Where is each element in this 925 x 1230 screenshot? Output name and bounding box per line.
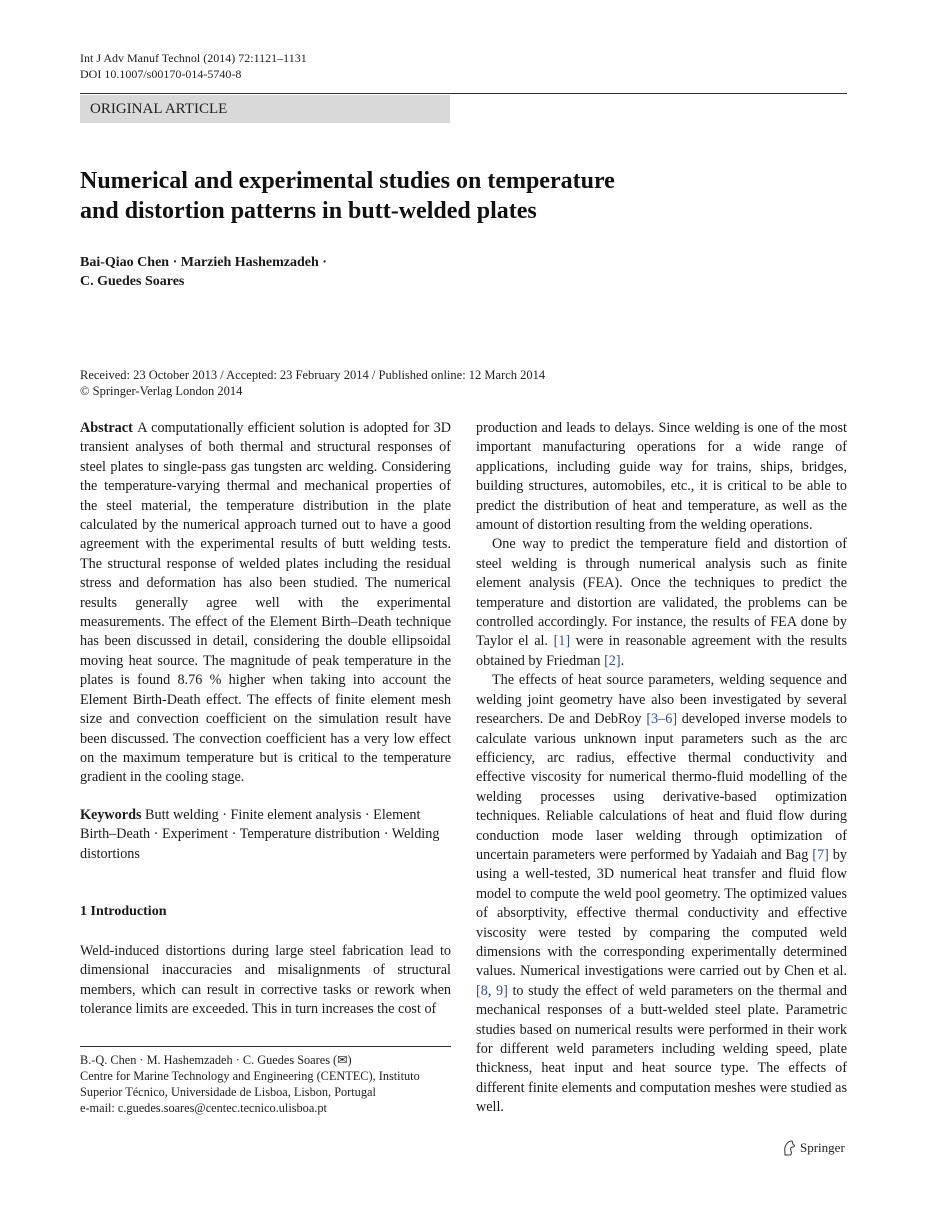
citation-link-7[interactable]: [7] bbox=[812, 846, 829, 863]
affiliation-email: e-mail: c.guedes.soares@centec.tecnico.ulisboa.pt bbox=[80, 1101, 327, 1115]
intro-paragraph-3 bbox=[476, 671, 847, 1117]
affiliation-names: B.-Q. Chen · M. Hashemzadeh · C. Guedes Soares (✉) bbox=[80, 1053, 352, 1067]
p3-text-c: by using a well-tested, 3D numerical heat transfer and fluid flow model to compute the weld pool geometry. The optimized values of absorptivity, effective thermal conductivity and effective viscosity were tested by comparing the computed weld dimensions with the corresponding experimentally determined values. Numerical investigations were carried out by Chen et al. bbox=[476, 846, 847, 980]
citation-link-3-6[interactable]: [3–6] bbox=[646, 711, 678, 728]
date-history: Received: 23 October 2013 / Accepted: 23 February 2014 / Published online: 12 March 2014 bbox=[80, 368, 546, 382]
article-doi: DOI 10.1007/s00170-014-5740-8 bbox=[80, 67, 242, 81]
abstract-text: A computationally efficient solution is adopted for 3D transient analyses of both thermal and structural responses of steel plates to single-pass gas tungsten arc welding. Considering the temperature-varying thermal and mechanical properties of the steel material, the temperature distribution in the plate calculated by the numerical approach turned out to have a good agreement with the experimental results of butt welding tests. The structural response of welded plates including the residual stress and deformation has also been studied. The numerical results generally agree well with the experimental measurements. The effect of the Element Birth–Death technique has been discussed in detail, considering the double ellipsoidal moving heat source. The magnitude of peak temperature in the plates is found 8.76 % higher when taking into account the Element Birth-Death effect. The effects of finite element mesh size and convection coefficient on the simulation result have been discussed. The convection coefficient has a very low effect on the maximum temperature but is critical to the temperature gradient in the cooling stage. bbox=[80, 420, 451, 786]
abstract-block bbox=[80, 419, 451, 788]
publisher-mark bbox=[782, 1140, 845, 1156]
author-list bbox=[80, 253, 327, 291]
keywords-block bbox=[80, 806, 451, 864]
footnote-rule bbox=[80, 1046, 451, 1047]
publisher-name: Springer bbox=[800, 1140, 845, 1155]
affiliation-line-1: Centre for Marine Technology and Engineering (CENTEC), Instituto bbox=[80, 1069, 420, 1083]
keywords-label: Keywords bbox=[80, 807, 142, 823]
authors-line-2: C. Guedes Soares bbox=[80, 274, 185, 289]
author-affiliation bbox=[80, 1052, 451, 1116]
authors-line-1: Bai-Qiao Chen · Marzieh Hashemzadeh · bbox=[80, 255, 327, 270]
article-type-banner: ORIGINAL ARTICLE bbox=[80, 95, 450, 123]
citation-link-1[interactable]: [1] bbox=[553, 633, 571, 650]
copyright-notice: © Springer-Verlag London 2014 bbox=[80, 383, 243, 398]
abstract-label: Abstract bbox=[80, 420, 133, 436]
citation-link-2[interactable]: [2] bbox=[604, 652, 621, 669]
title-line-2: and distortion patterns in butt-welded plates bbox=[80, 198, 537, 224]
keywords-text: Butt welding · Finite element analysis · Element Birth–Death · Experiment · Temperature distribution · Welding distortions bbox=[80, 807, 440, 862]
springer-horse-icon bbox=[782, 1140, 796, 1156]
p3-separator: , bbox=[487, 982, 497, 999]
p3-text-d: to study the effect of weld parameters on the thermal and mechanical responses of a butt-welded steel plate. Parametric studies based on numerical results were performed in their work for different weld parameters including welding speed, plate thickness, heat input and heat source type. The effects of different finite elements and computation meshes were studied as well. bbox=[476, 982, 847, 1116]
p2-text-b: were in reasonable agreement with the results obtained by Friedman bbox=[476, 633, 848, 669]
p2-text-c: . bbox=[620, 652, 625, 669]
intro-p1-right: production and leads to delays. Since welding is one of the most important manufacturing operations for a wide range of applications, including guide way for trains, ships, bridges, building structures, automobiles, etc., it is critical to be able to predict the distribution of heat and temperature, as well as the amount of distortion resulting from the welding operations. bbox=[476, 420, 847, 534]
introduction-paragraph-left bbox=[80, 942, 451, 1020]
p3-text-b: developed inverse models to calculate various unknown input parameters such as the arc efficiency, arc radius, effective thermal conductivity and effective viscosity for numerical thermo-fluid modelling of the welding processes using derivative-based optimization techniques. Reliable calculations of heat and fluid flow during conduction mode laser welding through optimization of uncertain parameters were performed by Yadaiah and Bag bbox=[476, 711, 847, 863]
citation-link-8[interactable]: [8 bbox=[476, 982, 488, 999]
affiliation-line-2: Superior Técnico, Universidade de Lisboa, Lisbon, Portugal bbox=[80, 1085, 376, 1099]
section-heading-introduction: 1 Introduction bbox=[80, 904, 167, 919]
intro-paragraph-2 bbox=[476, 535, 847, 671]
intro-p1-left: Weld-induced distortions during large steel fabrication lead to dimensional inaccuracies and misalignments of structural members, which can result in corrective tasks or rework when tolerance limits are exceeded. This in turn increases the cost of bbox=[80, 943, 451, 1018]
journal-citation: Int J Adv Manuf Technol (2014) 72:1121–1131 bbox=[80, 51, 307, 65]
title-line-1: Numerical and experimental studies on temperature bbox=[80, 168, 615, 194]
header-rule bbox=[80, 93, 847, 94]
paper-title bbox=[80, 166, 780, 226]
publication-dates bbox=[80, 368, 545, 399]
p2-text-a: One way to predict the temperature field and distortion of steel welding is through numerical analysis such as finite element analysis (FEA). Once the techniques to predict the temperature and distortion are validated, the problems can be controlled accordingly. For instance, the results of FEA done by Taylor el al. bbox=[476, 536, 847, 650]
right-column bbox=[476, 419, 847, 1118]
p3-text-a: The effects of heat source parameters, welding sequence and welding joint geometry have also been investigated by several researchers. De and DebRoy bbox=[476, 672, 847, 728]
citation-link-9[interactable]: 9] bbox=[496, 982, 508, 999]
